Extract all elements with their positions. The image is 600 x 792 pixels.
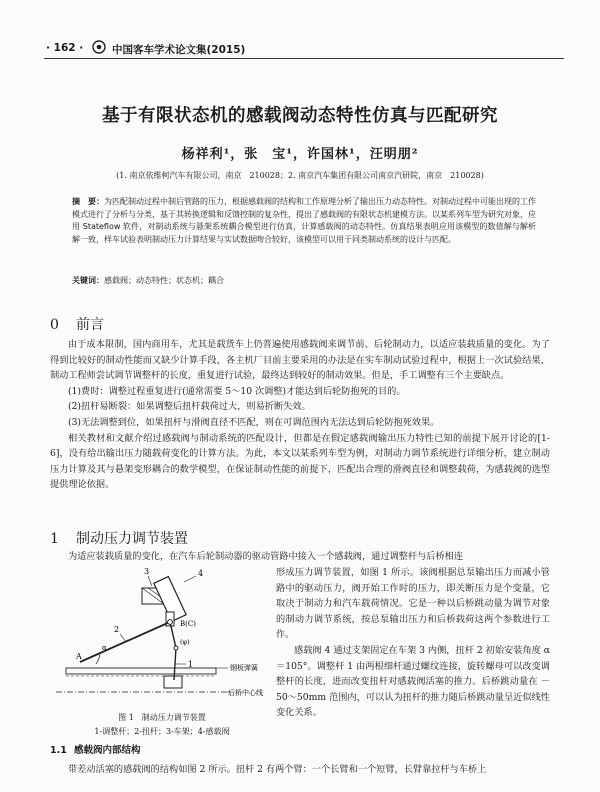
paragraph: 感载阀 4 通过支架固定在车架 3 内侧，扭杆 2 初始安装角度 α＝105°。调整杆 1 由两根细杆通过螺纹连接，旋转螺母可以改变调整杆的长度，进而改变扭杆对感载阀活塞的推力。后桥跳动量在 －50～50mm 范围内，可以认为扭杆的推力随后桥跳动量呈近似线性变化关系。 xyxy=(276,644,550,719)
affiliation: (1. 南京依维柯汽车有限公司，南京 210028；2. 南京汽车集团有限公司南京汽研院，南京 210028) xyxy=(116,171,484,180)
paragraph: 相关教材和文献介绍过感载阀与制动系统的匹配设计，但都是在假定感载阀输出压力特性已知的前提下展开讨论的[1-6]，没有给出输出压力随载荷变化的计算方法。为此，本文以某系列车型为例，对制动力调节系统进行详细分析，建立制动压力计算及其与悬架变形耦合的数学模型，在保证制动性能的前提下，匹配出合理的滑阀直径和调整载荷，为感载阀的选型提供理论依据。 xyxy=(50,432,550,491)
fig-note-frame: 钢板弹簧 xyxy=(230,664,258,672)
page-number: · 162 · xyxy=(46,42,84,54)
fig-label-phi: (φ) xyxy=(180,638,190,646)
fig-label-alpha: α xyxy=(102,644,107,652)
abstract-label: 摘 要： xyxy=(72,197,104,206)
figure-1-diagram xyxy=(56,564,268,714)
keywords-label: 关键词： xyxy=(72,276,104,285)
abstract xyxy=(72,196,536,246)
journal-title: 中国客车学术论文集(2015) xyxy=(112,44,246,56)
keywords xyxy=(72,275,536,286)
section-title: 制动压力调节装置 xyxy=(76,531,188,547)
paragraph-first-line: 为适应装载质量的变化，在汽车后轮制动器的驱动管路中接入一个感载阀，通过调整杆与后桥相连 xyxy=(68,551,464,562)
fig-label-2: 2 xyxy=(114,625,120,634)
section-title: 前言 xyxy=(76,317,104,333)
fig-label-4: 4 xyxy=(198,569,204,578)
list-item: (3)无法调整到位，如果扭杆与滑阀直径不匹配，则在可调范围内无法达到后轮防抱死效果。 xyxy=(68,416,440,428)
paragraph: 由于成本限制，国内商用车，尤其是载货车上仍普遍使用感载阀来调节前、后轮制动力，以适应装载质量的变化。为了得到比较好的制动性能而又缺少计算手段，各主机厂目前主要采用的办法是在实车制动试验过程中，根据上一次试验结果，制动工程师尝试调节调整杆的长度，重复进行试验，最终达到较好的制动效果。但是，手工调整有三个主要缺点。 xyxy=(50,339,550,382)
fig-note-axle: 后桥中心线 xyxy=(228,689,263,697)
fig-label-b: B(C) xyxy=(180,620,196,628)
subsection-heading-1-1 xyxy=(50,742,141,756)
author-list: 杨祥利¹，张 宝¹，许国林¹，汪明朋² xyxy=(181,147,419,162)
subsection-title: 感载阀内部结构 xyxy=(74,745,141,756)
abstract-text: 为匹配制动过程中制后管路的压力，根据感载阀的结构和工作原理分析了输出压力动态特性。对制动过程中可能出现的工作模式进行了分析与分类，基于其转换逻辑和反馈控制的复杂性，提出了感载阀的有限状态机建模方法。以某系列车型为研究对象，应用 Stateflow 软件，对制动系统与悬架系统耦合模型进行仿真，计算感载阀的动态特性。仿真结果表明应用该模型的数值解与解析解一致，样车试验表明制动压力计算结果与实试数据吻合较好，该模型可以用于同类制动系统的设计与匹配。 xyxy=(72,197,536,244)
section-1-first-line xyxy=(50,549,550,565)
journal-logo-icon xyxy=(92,40,106,54)
section-0-body xyxy=(50,337,550,493)
section-number: 1 xyxy=(50,531,59,547)
header-rule xyxy=(44,58,564,59)
keywords-text: 感载阀；动态特性；状态机；耦合 xyxy=(104,276,224,285)
figure-1-legend: 1-调整杆；2-扭杆；3-车架；4-感载阀 xyxy=(94,727,230,736)
subsection-number: 1.1 xyxy=(50,745,67,756)
paragraph-continued: 形成压力调节装置，如图 1 所示。该阀根据总泵输出压力而减小管路中的驱动压力，阀开始工作时的压力，即关断压力是个变量，它取决于制动力和汽车载荷情况。它是一种以后桥跳动量为调节对象的制动力调节系统，按总泵输出压力和后桥载荷这两个参数进行工作。 xyxy=(276,567,550,641)
paper-title: 基于有限状态机的感载阀动态特性仿真与匹配研究 xyxy=(102,106,498,126)
subsection-1-1-body xyxy=(50,762,550,778)
fig-label-a: A xyxy=(76,652,82,661)
fig-label-1: 1 xyxy=(188,660,194,669)
section-heading-1 xyxy=(50,528,188,548)
paragraph: 带差动活塞的感载阀的结构如图 2 所示。扭杆 2 有两个臂：一个长臂和一个短臂，长臂靠拉杆与车桥上 xyxy=(68,764,487,775)
list-item: (1)费时：调整过程重复进行(通常需要 5～10 次调整)才能达到后轮防抱死的目的。 xyxy=(68,385,406,397)
figure-1-caption: 图 1 制动压力调节装置 xyxy=(118,713,206,722)
section-number: 0 xyxy=(50,317,59,333)
section-heading-0 xyxy=(50,314,104,334)
list-item: (2)扭杆易断裂：如果调整后扭杆载荷过大，则易折断失效。 xyxy=(68,401,311,413)
fig-label-3: 3 xyxy=(144,567,150,576)
section-1-right-column xyxy=(276,565,550,721)
